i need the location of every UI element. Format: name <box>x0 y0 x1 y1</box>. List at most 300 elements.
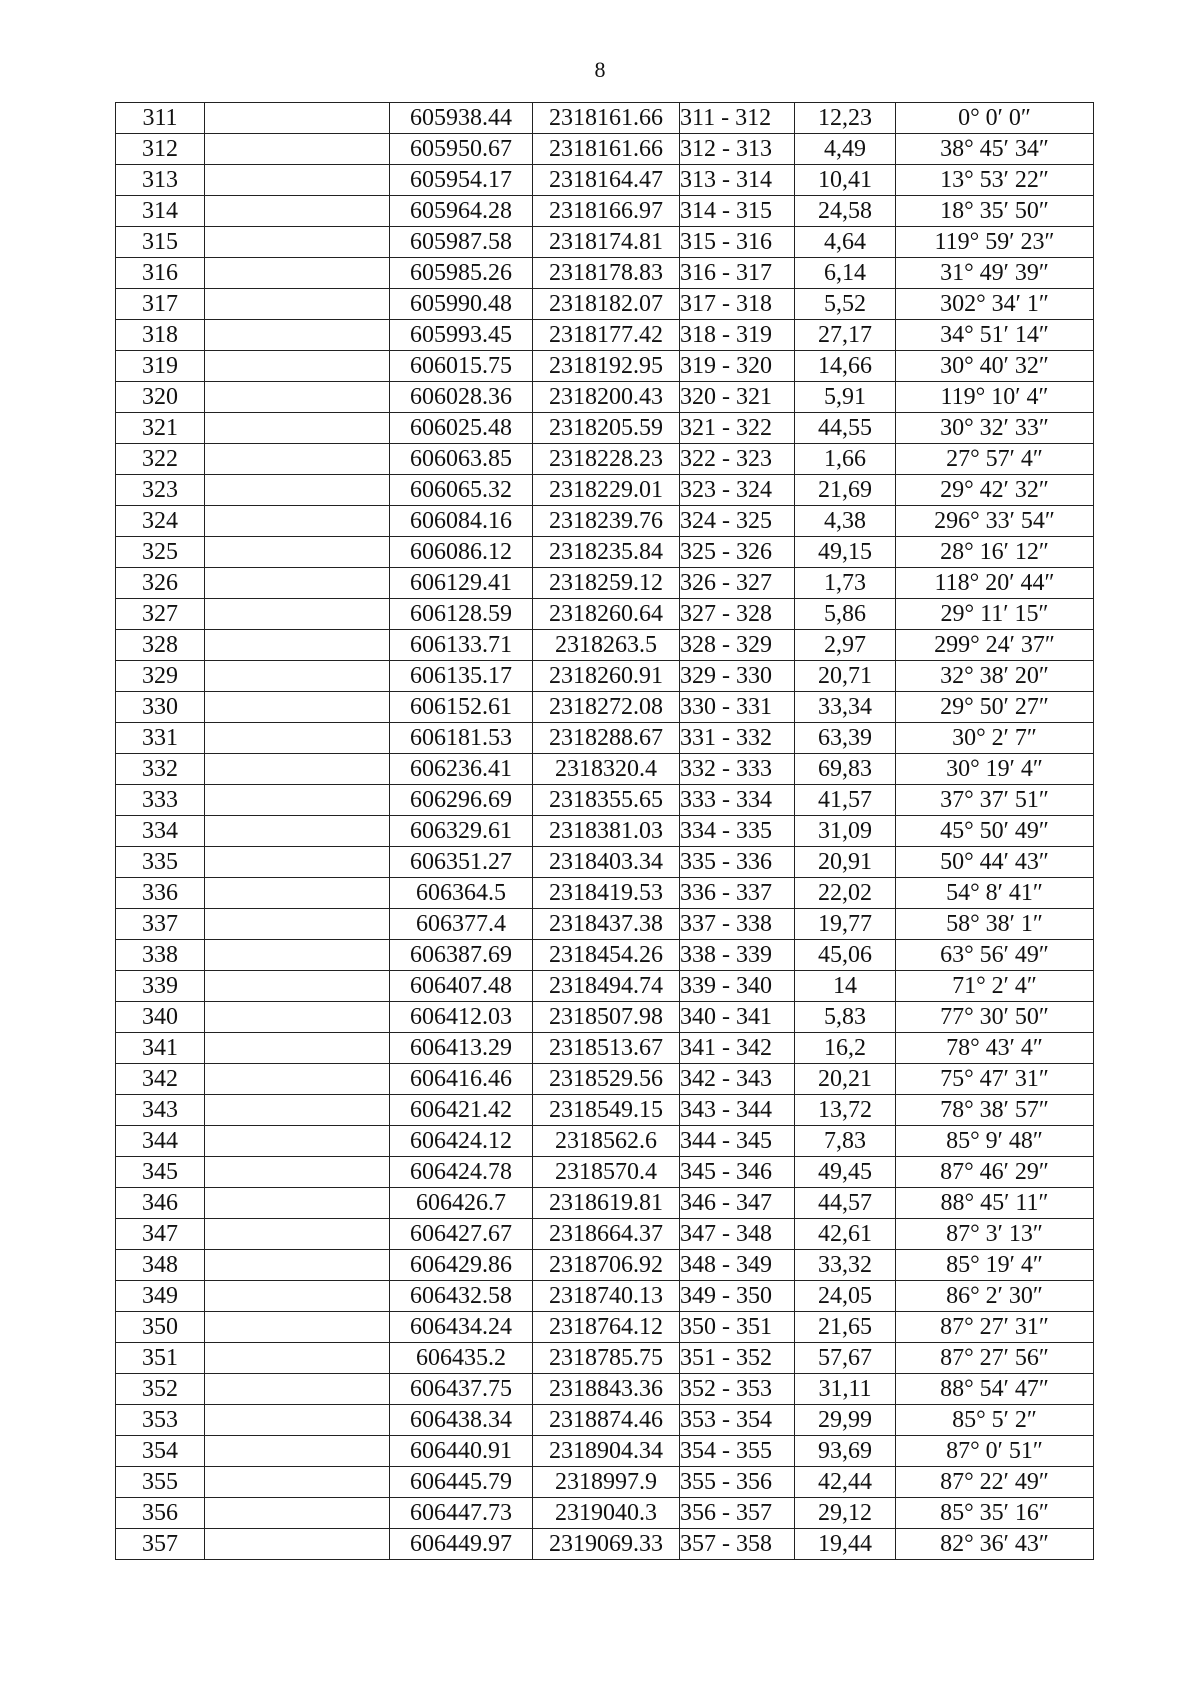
distance-cell: 10,41 <box>795 165 896 196</box>
point-number-cell: 357 <box>116 1529 205 1560</box>
empty-cell <box>205 1436 390 1467</box>
empty-cell <box>205 909 390 940</box>
x-coordinate-cell: 606387.69 <box>390 940 533 971</box>
point-number-cell: 329 <box>116 661 205 692</box>
angle-cell: 75° 47′ 31″ <box>896 1064 1094 1095</box>
table-row <box>116 1312 1094 1343</box>
y-coordinate-cell: 2318437.38 <box>533 909 680 940</box>
table-row <box>116 1281 1094 1312</box>
angle-cell: 31° 49′ 39″ <box>896 258 1094 289</box>
x-coordinate-cell: 606296.69 <box>390 785 533 816</box>
y-coordinate-cell: 2318174.81 <box>533 227 680 258</box>
distance-cell: 4,49 <box>795 134 896 165</box>
angle-cell: 119° 10′ 4″ <box>896 382 1094 413</box>
coordinates-table <box>115 102 1094 1560</box>
empty-cell <box>205 413 390 444</box>
distance-cell: 29,99 <box>795 1405 896 1436</box>
empty-cell <box>205 537 390 568</box>
distance-cell: 33,32 <box>795 1250 896 1281</box>
point-number-cell: 334 <box>116 816 205 847</box>
point-number-cell: 351 <box>116 1343 205 1374</box>
empty-cell <box>205 165 390 196</box>
y-coordinate-cell: 2318161.66 <box>533 134 680 165</box>
point-number-cell: 326 <box>116 568 205 599</box>
angle-cell: 27° 57′ 4″ <box>896 444 1094 475</box>
table-row <box>116 661 1094 692</box>
empty-cell <box>205 506 390 537</box>
segment-cell: 326 - 327 <box>680 568 795 599</box>
x-coordinate-cell: 606086.12 <box>390 537 533 568</box>
point-number-cell: 338 <box>116 940 205 971</box>
empty-cell <box>205 320 390 351</box>
distance-cell: 5,83 <box>795 1002 896 1033</box>
point-number-cell: 315 <box>116 227 205 258</box>
x-coordinate-cell: 606084.16 <box>390 506 533 537</box>
x-coordinate-cell: 606427.67 <box>390 1219 533 1250</box>
x-coordinate-cell: 606413.29 <box>390 1033 533 1064</box>
x-coordinate-cell: 606351.27 <box>390 847 533 878</box>
point-number-cell: 319 <box>116 351 205 382</box>
segment-cell: 336 - 337 <box>680 878 795 909</box>
angle-cell: 87° 27′ 31″ <box>896 1312 1094 1343</box>
empty-cell <box>205 1529 390 1560</box>
segment-cell: 347 - 348 <box>680 1219 795 1250</box>
y-coordinate-cell: 2318239.76 <box>533 506 680 537</box>
point-number-cell: 328 <box>116 630 205 661</box>
segment-cell: 357 - 358 <box>680 1529 795 1560</box>
point-number-cell: 350 <box>116 1312 205 1343</box>
y-coordinate-cell: 2318549.15 <box>533 1095 680 1126</box>
y-coordinate-cell: 2318260.91 <box>533 661 680 692</box>
table-row <box>116 785 1094 816</box>
angle-cell: 30° 40′ 32″ <box>896 351 1094 382</box>
point-number-cell: 316 <box>116 258 205 289</box>
table-row <box>116 971 1094 1002</box>
table-row <box>116 1405 1094 1436</box>
x-coordinate-cell: 606429.86 <box>390 1250 533 1281</box>
x-coordinate-cell: 606364.5 <box>390 878 533 909</box>
empty-cell <box>205 1281 390 1312</box>
point-number-cell: 346 <box>116 1188 205 1219</box>
segment-cell: 343 - 344 <box>680 1095 795 1126</box>
angle-cell: 119° 59′ 23″ <box>896 227 1094 258</box>
segment-cell: 344 - 345 <box>680 1126 795 1157</box>
x-coordinate-cell: 605938.44 <box>390 103 533 134</box>
y-coordinate-cell: 2318513.67 <box>533 1033 680 1064</box>
angle-cell: 0° 0′ 0″ <box>896 103 1094 134</box>
x-coordinate-cell: 606377.4 <box>390 909 533 940</box>
table-row <box>116 630 1094 661</box>
x-coordinate-cell: 606432.58 <box>390 1281 533 1312</box>
distance-cell: 5,52 <box>795 289 896 320</box>
y-coordinate-cell: 2318664.37 <box>533 1219 680 1250</box>
x-coordinate-cell: 606129.41 <box>390 568 533 599</box>
distance-cell: 5,86 <box>795 599 896 630</box>
x-coordinate-cell: 606329.61 <box>390 816 533 847</box>
y-coordinate-cell: 2318904.34 <box>533 1436 680 1467</box>
table-row <box>116 754 1094 785</box>
table-row <box>116 1033 1094 1064</box>
distance-cell: 21,65 <box>795 1312 896 1343</box>
table-row <box>116 1126 1094 1157</box>
table-row <box>116 1498 1094 1529</box>
y-coordinate-cell: 2318288.67 <box>533 723 680 754</box>
segment-cell: 351 - 352 <box>680 1343 795 1374</box>
table-row <box>116 1374 1094 1405</box>
y-coordinate-cell: 2318272.08 <box>533 692 680 723</box>
table-row <box>116 1436 1094 1467</box>
point-number-cell: 355 <box>116 1467 205 1498</box>
point-number-cell: 323 <box>116 475 205 506</box>
point-number-cell: 327 <box>116 599 205 630</box>
distance-cell: 93,69 <box>795 1436 896 1467</box>
empty-cell <box>205 754 390 785</box>
angle-cell: 302° 34′ 1″ <box>896 289 1094 320</box>
empty-cell <box>205 723 390 754</box>
point-number-cell: 348 <box>116 1250 205 1281</box>
table-row <box>116 816 1094 847</box>
empty-cell <box>205 1219 390 1250</box>
empty-cell <box>205 940 390 971</box>
table-row <box>116 165 1094 196</box>
y-coordinate-cell: 2318740.13 <box>533 1281 680 1312</box>
distance-cell: 24,05 <box>795 1281 896 1312</box>
point-number-cell: 321 <box>116 413 205 444</box>
angle-cell: 85° 9′ 48″ <box>896 1126 1094 1157</box>
distance-cell: 12,23 <box>795 103 896 134</box>
point-number-cell: 354 <box>116 1436 205 1467</box>
y-coordinate-cell: 2319069.33 <box>533 1529 680 1560</box>
empty-cell <box>205 475 390 506</box>
angle-cell: 29° 11′ 15″ <box>896 599 1094 630</box>
empty-cell <box>205 1467 390 1498</box>
x-coordinate-cell: 605950.67 <box>390 134 533 165</box>
angle-cell: 38° 45′ 34″ <box>896 134 1094 165</box>
y-coordinate-cell: 2318403.34 <box>533 847 680 878</box>
y-coordinate-cell: 2318507.98 <box>533 1002 680 1033</box>
point-number-cell: 336 <box>116 878 205 909</box>
table-row <box>116 196 1094 227</box>
angle-cell: 77° 30′ 50″ <box>896 1002 1094 1033</box>
empty-cell <box>205 847 390 878</box>
segment-cell: 346 - 347 <box>680 1188 795 1219</box>
table-row <box>116 351 1094 382</box>
point-number-cell: 343 <box>116 1095 205 1126</box>
x-coordinate-cell: 605990.48 <box>390 289 533 320</box>
point-number-cell: 341 <box>116 1033 205 1064</box>
x-coordinate-cell: 606128.59 <box>390 599 533 630</box>
y-coordinate-cell: 2318192.95 <box>533 351 680 382</box>
segment-cell: 323 - 324 <box>680 475 795 506</box>
table-row <box>116 1188 1094 1219</box>
segment-cell: 325 - 326 <box>680 537 795 568</box>
empty-cell <box>205 196 390 227</box>
table-row <box>116 599 1094 630</box>
segment-cell: 318 - 319 <box>680 320 795 351</box>
y-coordinate-cell: 2318259.12 <box>533 568 680 599</box>
empty-cell <box>205 971 390 1002</box>
y-coordinate-cell: 2318229.01 <box>533 475 680 506</box>
angle-cell: 71° 2′ 4″ <box>896 971 1094 1002</box>
segment-cell: 353 - 354 <box>680 1405 795 1436</box>
y-coordinate-cell: 2318161.66 <box>533 103 680 134</box>
segment-cell: 314 - 315 <box>680 196 795 227</box>
table-row <box>116 1343 1094 1374</box>
empty-cell <box>205 1033 390 1064</box>
angle-cell: 88° 54′ 47″ <box>896 1374 1094 1405</box>
table-row <box>116 568 1094 599</box>
point-number-cell: 356 <box>116 1498 205 1529</box>
segment-cell: 348 - 349 <box>680 1250 795 1281</box>
table-row <box>116 382 1094 413</box>
y-coordinate-cell: 2318320.4 <box>533 754 680 785</box>
segment-cell: 356 - 357 <box>680 1498 795 1529</box>
segment-cell: 341 - 342 <box>680 1033 795 1064</box>
point-number-cell: 318 <box>116 320 205 351</box>
y-coordinate-cell: 2318843.36 <box>533 1374 680 1405</box>
distance-cell: 49,15 <box>795 537 896 568</box>
empty-cell <box>205 1002 390 1033</box>
point-number-cell: 313 <box>116 165 205 196</box>
table-row <box>116 103 1094 134</box>
angle-cell: 78° 43′ 4″ <box>896 1033 1094 1064</box>
angle-cell: 82° 36′ 43″ <box>896 1529 1094 1560</box>
empty-cell <box>205 568 390 599</box>
table-row <box>116 258 1094 289</box>
point-number-cell: 333 <box>116 785 205 816</box>
y-coordinate-cell: 2318419.53 <box>533 878 680 909</box>
distance-cell: 19,77 <box>795 909 896 940</box>
x-coordinate-cell: 606449.97 <box>390 1529 533 1560</box>
segment-cell: 337 - 338 <box>680 909 795 940</box>
table-row <box>116 537 1094 568</box>
segment-cell: 316 - 317 <box>680 258 795 289</box>
x-coordinate-cell: 606424.78 <box>390 1157 533 1188</box>
point-number-cell: 311 <box>116 103 205 134</box>
x-coordinate-cell: 606063.85 <box>390 444 533 475</box>
point-number-cell: 353 <box>116 1405 205 1436</box>
segment-cell: 333 - 334 <box>680 785 795 816</box>
angle-cell: 34° 51′ 14″ <box>896 320 1094 351</box>
angle-cell: 58° 38′ 1″ <box>896 909 1094 940</box>
angle-cell: 85° 5′ 2″ <box>896 1405 1094 1436</box>
x-coordinate-cell: 606236.41 <box>390 754 533 785</box>
x-coordinate-cell: 606028.36 <box>390 382 533 413</box>
distance-cell: 1,66 <box>795 444 896 475</box>
point-number-cell: 349 <box>116 1281 205 1312</box>
empty-cell <box>205 692 390 723</box>
distance-cell: 31,11 <box>795 1374 896 1405</box>
segment-cell: 355 - 356 <box>680 1467 795 1498</box>
segment-cell: 329 - 330 <box>680 661 795 692</box>
angle-cell: 50° 44′ 43″ <box>896 847 1094 878</box>
x-coordinate-cell: 606438.34 <box>390 1405 533 1436</box>
table-row <box>116 847 1094 878</box>
x-coordinate-cell: 606416.46 <box>390 1064 533 1095</box>
x-coordinate-cell: 606447.73 <box>390 1498 533 1529</box>
y-coordinate-cell: 2318381.03 <box>533 816 680 847</box>
angle-cell: 29° 42′ 32″ <box>896 475 1094 506</box>
angle-cell: 87° 46′ 29″ <box>896 1157 1094 1188</box>
point-number-cell: 330 <box>116 692 205 723</box>
segment-cell: 324 - 325 <box>680 506 795 537</box>
distance-cell: 20,91 <box>795 847 896 878</box>
y-coordinate-cell: 2318997.9 <box>533 1467 680 1498</box>
y-coordinate-cell: 2318228.23 <box>533 444 680 475</box>
point-number-cell: 347 <box>116 1219 205 1250</box>
table-row <box>116 1250 1094 1281</box>
angle-cell: 87° 0′ 51″ <box>896 1436 1094 1467</box>
point-number-cell: 324 <box>116 506 205 537</box>
empty-cell <box>205 1064 390 1095</box>
y-coordinate-cell: 2318570.4 <box>533 1157 680 1188</box>
table-row <box>116 909 1094 940</box>
x-coordinate-cell: 606437.75 <box>390 1374 533 1405</box>
segment-cell: 335 - 336 <box>680 847 795 878</box>
x-coordinate-cell: 606435.2 <box>390 1343 533 1374</box>
distance-cell: 2,97 <box>795 630 896 661</box>
segment-cell: 322 - 323 <box>680 444 795 475</box>
angle-cell: 30° 32′ 33″ <box>896 413 1094 444</box>
table-row <box>116 506 1094 537</box>
x-coordinate-cell: 605987.58 <box>390 227 533 258</box>
distance-cell: 1,73 <box>795 568 896 599</box>
distance-cell: 7,83 <box>795 1126 896 1157</box>
distance-cell: 42,61 <box>795 1219 896 1250</box>
empty-cell <box>205 1188 390 1219</box>
table-row <box>116 1095 1094 1126</box>
y-coordinate-cell: 2318562.6 <box>533 1126 680 1157</box>
table-row <box>116 940 1094 971</box>
distance-cell: 20,71 <box>795 661 896 692</box>
segment-cell: 331 - 332 <box>680 723 795 754</box>
point-number-cell: 335 <box>116 847 205 878</box>
y-coordinate-cell: 2318177.42 <box>533 320 680 351</box>
table-row <box>116 692 1094 723</box>
distance-cell: 14 <box>795 971 896 1002</box>
distance-cell: 13,72 <box>795 1095 896 1126</box>
segment-cell: 334 - 335 <box>680 816 795 847</box>
point-number-cell: 337 <box>116 909 205 940</box>
empty-cell <box>205 289 390 320</box>
distance-cell: 6,14 <box>795 258 896 289</box>
empty-cell <box>205 351 390 382</box>
distance-cell: 41,57 <box>795 785 896 816</box>
y-coordinate-cell: 2319040.3 <box>533 1498 680 1529</box>
y-coordinate-cell: 2318164.47 <box>533 165 680 196</box>
table-row <box>116 723 1094 754</box>
empty-cell <box>205 1343 390 1374</box>
segment-cell: 311 - 312 <box>680 103 795 134</box>
distance-cell: 29,12 <box>795 1498 896 1529</box>
segment-cell: 328 - 329 <box>680 630 795 661</box>
angle-cell: 87° 22′ 49″ <box>896 1467 1094 1498</box>
y-coordinate-cell: 2318785.75 <box>533 1343 680 1374</box>
table-row <box>116 1002 1094 1033</box>
table-row <box>116 320 1094 351</box>
table-row <box>116 413 1094 444</box>
distance-cell: 63,39 <box>795 723 896 754</box>
segment-cell: 349 - 350 <box>680 1281 795 1312</box>
distance-cell: 4,38 <box>795 506 896 537</box>
segment-cell: 330 - 331 <box>680 692 795 723</box>
point-number-cell: 325 <box>116 537 205 568</box>
table-row <box>116 475 1094 506</box>
y-coordinate-cell: 2318263.5 <box>533 630 680 661</box>
segment-cell: 321 - 322 <box>680 413 795 444</box>
empty-cell <box>205 785 390 816</box>
point-number-cell: 332 <box>116 754 205 785</box>
table-row <box>116 289 1094 320</box>
empty-cell <box>205 103 390 134</box>
angle-cell: 85° 19′ 4″ <box>896 1250 1094 1281</box>
distance-cell: 4,64 <box>795 227 896 258</box>
x-coordinate-cell: 606412.03 <box>390 1002 533 1033</box>
angle-cell: 30° 19′ 4″ <box>896 754 1094 785</box>
distance-cell: 31,09 <box>795 816 896 847</box>
segment-cell: 327 - 328 <box>680 599 795 630</box>
empty-cell <box>205 1095 390 1126</box>
coordinates-table-body <box>116 103 1094 1560</box>
x-coordinate-cell: 605993.45 <box>390 320 533 351</box>
angle-cell: 54° 8′ 41″ <box>896 878 1094 909</box>
distance-cell: 22,02 <box>795 878 896 909</box>
y-coordinate-cell: 2318178.83 <box>533 258 680 289</box>
empty-cell <box>205 1498 390 1529</box>
x-coordinate-cell: 606152.61 <box>390 692 533 723</box>
y-coordinate-cell: 2318182.07 <box>533 289 680 320</box>
table-row <box>116 878 1094 909</box>
distance-cell: 49,45 <box>795 1157 896 1188</box>
segment-cell: 312 - 313 <box>680 134 795 165</box>
segment-cell: 345 - 346 <box>680 1157 795 1188</box>
x-coordinate-cell: 606025.48 <box>390 413 533 444</box>
empty-cell <box>205 630 390 661</box>
distance-cell: 42,44 <box>795 1467 896 1498</box>
angle-cell: 29° 50′ 27″ <box>896 692 1094 723</box>
distance-cell: 19,44 <box>795 1529 896 1560</box>
distance-cell: 27,17 <box>795 320 896 351</box>
segment-cell: 320 - 321 <box>680 382 795 413</box>
angle-cell: 30° 2′ 7″ <box>896 723 1094 754</box>
x-coordinate-cell: 606440.91 <box>390 1436 533 1467</box>
y-coordinate-cell: 2318494.74 <box>533 971 680 1002</box>
segment-cell: 340 - 341 <box>680 1002 795 1033</box>
segment-cell: 317 - 318 <box>680 289 795 320</box>
point-number-cell: 340 <box>116 1002 205 1033</box>
empty-cell <box>205 1250 390 1281</box>
x-coordinate-cell: 606434.24 <box>390 1312 533 1343</box>
table-row <box>116 134 1094 165</box>
point-number-cell: 345 <box>116 1157 205 1188</box>
angle-cell: 88° 45′ 11″ <box>896 1188 1094 1219</box>
point-number-cell: 322 <box>116 444 205 475</box>
empty-cell <box>205 134 390 165</box>
angle-cell: 87° 27′ 56″ <box>896 1343 1094 1374</box>
segment-cell: 350 - 351 <box>680 1312 795 1343</box>
angle-cell: 37° 37′ 51″ <box>896 785 1094 816</box>
x-coordinate-cell: 606426.7 <box>390 1188 533 1219</box>
segment-cell: 332 - 333 <box>680 754 795 785</box>
segment-cell: 315 - 316 <box>680 227 795 258</box>
table-row <box>116 1467 1094 1498</box>
angle-cell: 63° 56′ 49″ <box>896 940 1094 971</box>
x-coordinate-cell: 605964.28 <box>390 196 533 227</box>
angle-cell: 32° 38′ 20″ <box>896 661 1094 692</box>
angle-cell: 13° 53′ 22″ <box>896 165 1094 196</box>
x-coordinate-cell: 606421.42 <box>390 1095 533 1126</box>
y-coordinate-cell: 2318764.12 <box>533 1312 680 1343</box>
